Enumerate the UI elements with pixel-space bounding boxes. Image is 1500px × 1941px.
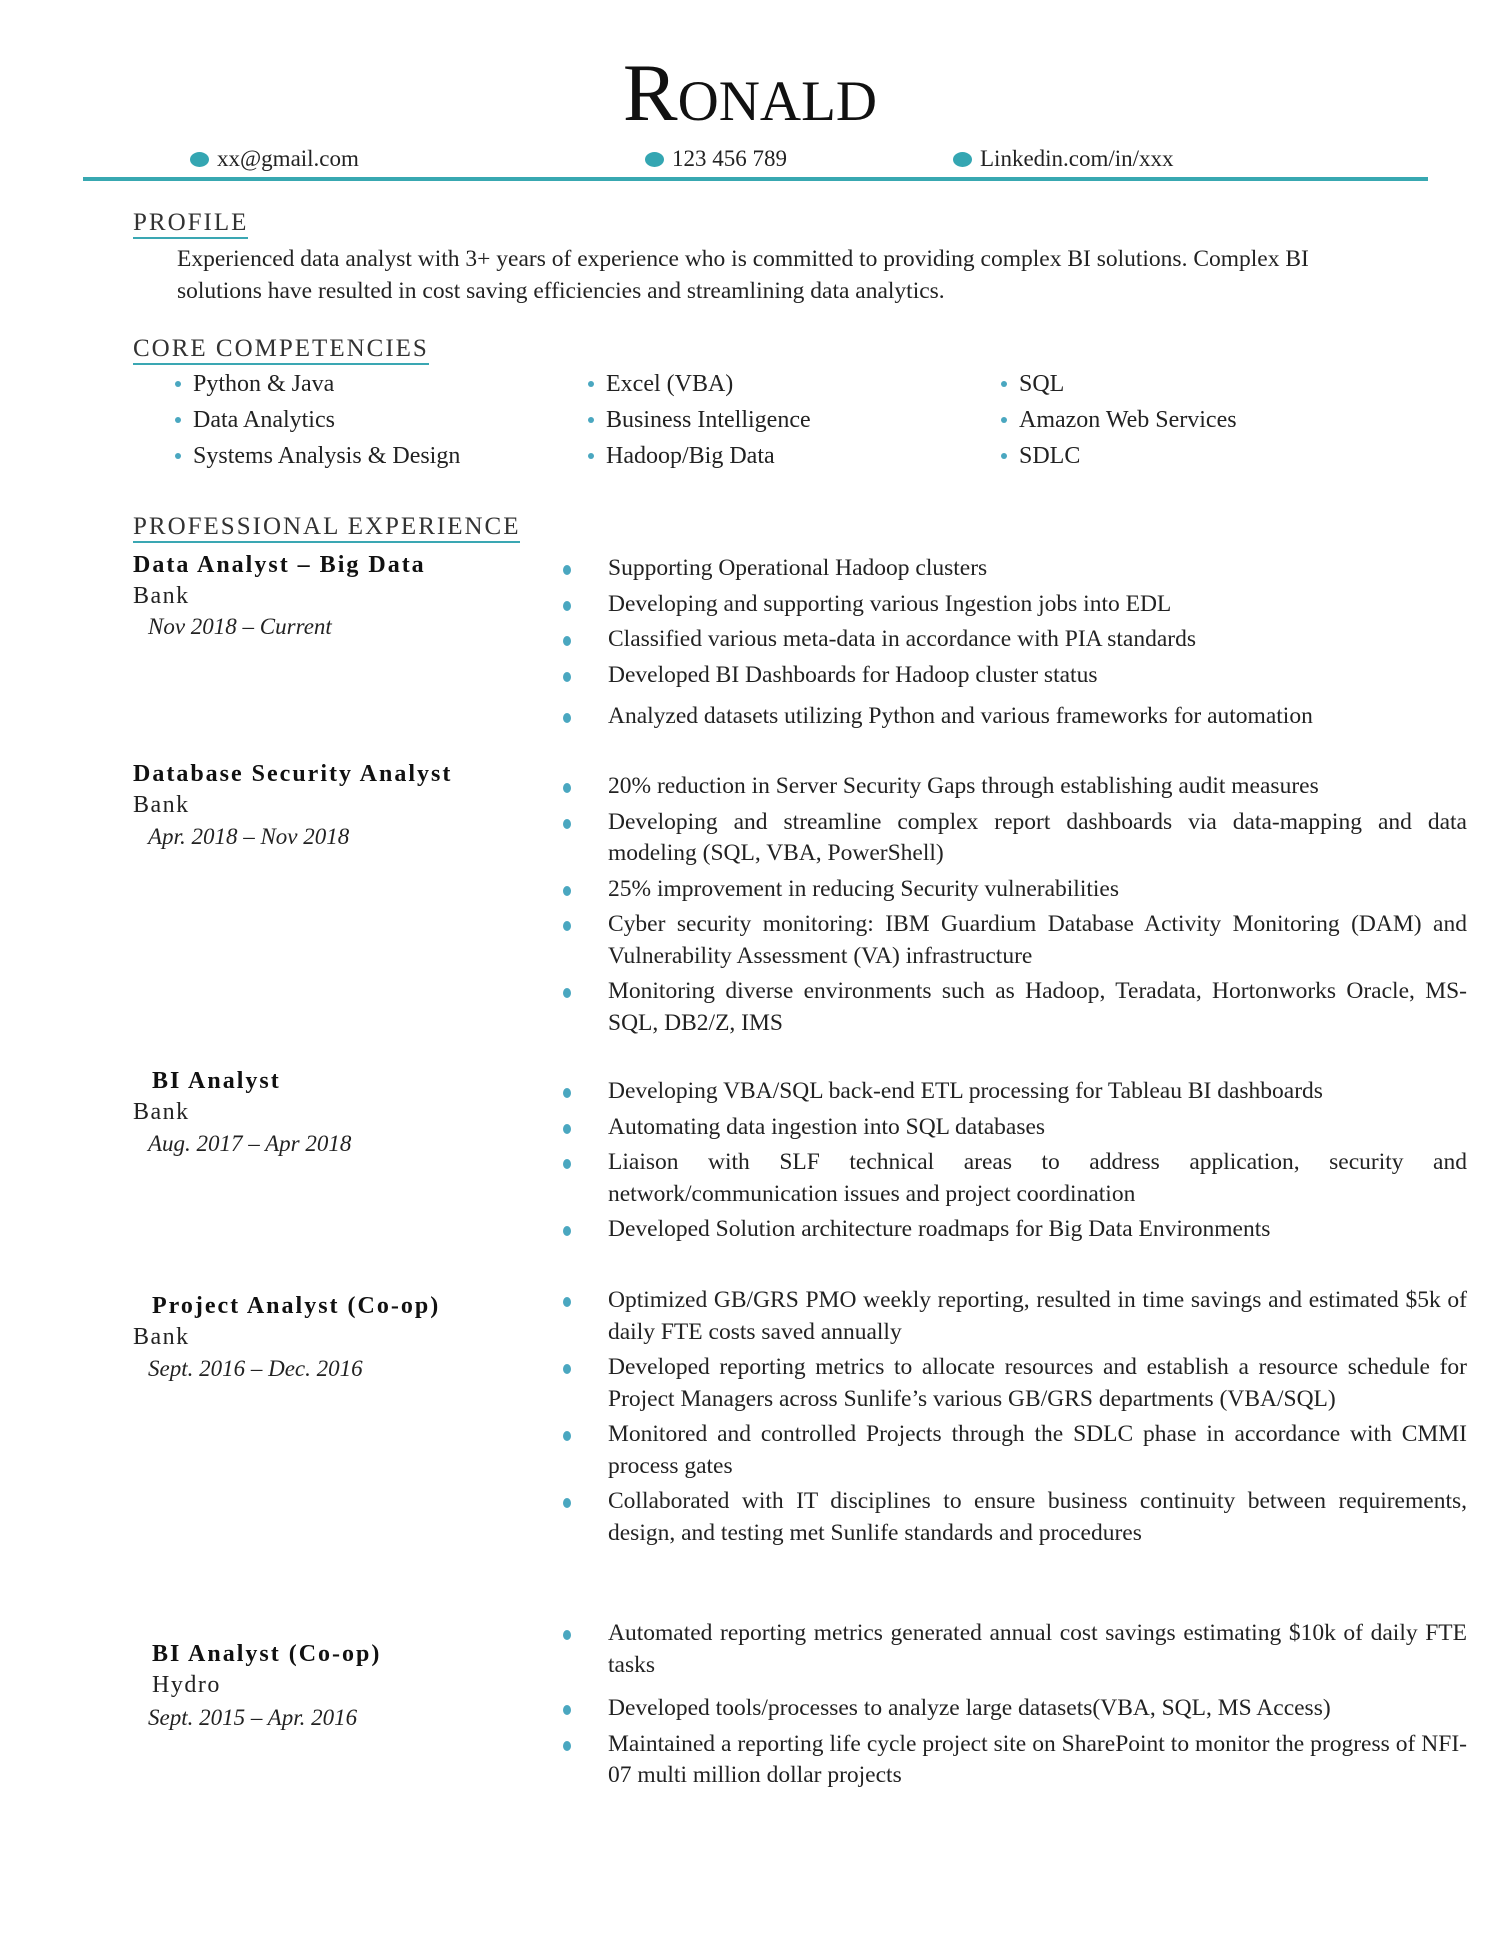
- profile-heading: PROFILE: [133, 210, 248, 239]
- competency-item: Data Analytics: [175, 402, 335, 438]
- competency-item: SDLC: [1001, 438, 1080, 474]
- job-bullets: [563, 1076, 1467, 1250]
- email-text: xx@gmail.com: [217, 146, 359, 171]
- competency-item: Python & Java: [175, 366, 334, 402]
- contact-email: [190, 144, 359, 174]
- bullet-item: Monitored and controlled Projects through the SDLC phase in accordance with CMMI process gates: [563, 1419, 1467, 1482]
- bullet-item: Liaison with SLF technical areas to address application, security and network/communication issues and project coordination: [563, 1147, 1467, 1210]
- bullet-icon: [588, 381, 594, 387]
- bullet-item: Analyzed datasets utilizing Python and various frameworks for automation: [563, 701, 1467, 733]
- contact-linkedin: [953, 144, 1174, 174]
- bullet-icon: [175, 453, 181, 459]
- profile-text: Experienced data analyst with 3+ years of experience who is committed to providing complex BI solutions. Complex BI solutions have resulted in cost saving efficiencies and streamlining data analytics.: [177, 246, 1309, 304]
- bullet-item: Automating data ingestion into SQL databases: [563, 1112, 1467, 1144]
- bullet-icon: [1001, 453, 1007, 459]
- job-title: BI Analyst: [152, 1068, 281, 1094]
- job-company: Bank: [133, 1324, 190, 1350]
- candidate-name: Ronald: [622, 47, 878, 138]
- bullet-icon: [175, 417, 181, 423]
- bullet-item: Collaborated with IT disciplines to ensure business continuity between requirements, design, and testing met Sunlife standards and procedures: [563, 1486, 1467, 1549]
- header-divider: [83, 177, 1428, 181]
- competency-item: Excel (VBA): [588, 366, 733, 402]
- job-company: Bank: [133, 1099, 190, 1125]
- job-bullets: [563, 1618, 1467, 1796]
- job-title: BI Analyst (Co-op): [152, 1641, 382, 1667]
- bullet-item: Developing and streamline complex report dashboards via data-mapping and data modeling (SQL, VBA, PowerShell): [563, 807, 1467, 870]
- bullet-item: 20% reduction in Server Security Gaps through establishing audit measures: [563, 771, 1467, 803]
- experience-heading: PROFESSIONAL EXPERIENCE: [133, 514, 520, 543]
- bullet-icon: [1001, 417, 1007, 423]
- linkedin-text: Linkedin.com/in/xxx: [980, 146, 1174, 171]
- job-dates: Sept. 2015 – Apr. 2016: [148, 1705, 358, 1730]
- job-dates: Apr. 2018 – Nov 2018: [148, 824, 350, 849]
- phone-text: 123 456 789: [672, 146, 787, 171]
- competencies-heading: CORE COMPETENCIES: [133, 336, 429, 365]
- job-company: Bank: [133, 583, 190, 609]
- dot-icon: [645, 152, 664, 167]
- bullet-item: Maintained a reporting life cycle project site on SharePoint to monitor the progress of NFI-07 multi million dollar projects: [563, 1729, 1467, 1792]
- bullet-item: Developed reporting metrics to allocate resources and establish a resource schedule for Project Managers across Sunlife’s various GB/GRS departments (VBA/SQL): [563, 1352, 1467, 1415]
- bullet-item: Developed tools/processes to analyze large datasets(VBA, SQL, MS Access): [563, 1693, 1467, 1725]
- bullet-item: Automated reporting metrics generated annual cost savings estimating $10k of daily FTE tasks: [563, 1618, 1467, 1681]
- bullet-item: Developing VBA/SQL back-end ETL processing for Tableau BI dashboards: [563, 1076, 1467, 1108]
- bullet-icon: [588, 417, 594, 423]
- competency-item: Business Intelligence: [588, 402, 811, 438]
- competency-item: Hadoop/Big Data: [588, 438, 775, 474]
- job-bullets: [563, 771, 1467, 1043]
- bullet-icon: [1001, 381, 1007, 387]
- job-company: Bank: [133, 792, 190, 818]
- job-dates: Nov 2018 – Current: [148, 614, 332, 639]
- bullet-icon: [175, 381, 181, 387]
- job-title: Project Analyst (Co-op): [152, 1293, 441, 1319]
- dot-icon: [190, 152, 209, 167]
- competency-item: SQL: [1001, 366, 1064, 402]
- job-title: Database Security Analyst: [133, 761, 453, 787]
- job-bullets: [563, 553, 1467, 737]
- job-bullets: [563, 1285, 1467, 1553]
- bullet-item: Developed Solution architecture roadmaps for Big Data Environments: [563, 1214, 1467, 1246]
- bullet-item: 25% improvement in reducing Security vulnerabilities: [563, 874, 1467, 906]
- bullet-item: Developing and supporting various Ingestion jobs into EDL: [563, 589, 1467, 621]
- job-dates: Aug. 2017 – Apr 2018: [148, 1131, 352, 1156]
- job-title: Data Analyst – Big Data: [133, 552, 426, 578]
- competency-item: Amazon Web Services: [1001, 402, 1237, 438]
- bullet-item: Cyber security monitoring: IBM Guardium Database Activity Monitoring (DAM) and Vulnerability Assessment (VA) infrastructure: [563, 909, 1467, 972]
- job-dates: Sept. 2016 – Dec. 2016: [148, 1356, 363, 1381]
- bullet-item: Supporting Operational Hadoop clusters: [563, 553, 1467, 585]
- job-company: Hydro: [152, 1672, 221, 1698]
- bullet-item: Monitoring diverse environments such as Hadoop, Teradata, Hortonworks Oracle, MS-SQL, DB2/Z, IMS: [563, 976, 1467, 1039]
- competency-item: Systems Analysis & Design: [175, 438, 460, 474]
- dot-icon: [953, 152, 972, 167]
- bullet-item: Optimized GB/GRS PMO weekly reporting, resulted in time savings and estimated $5k of daily FTE costs saved annually: [563, 1285, 1467, 1348]
- bullet-item: Developed BI Dashboards for Hadoop cluster status: [563, 660, 1467, 692]
- bullet-icon: [588, 453, 594, 459]
- bullet-item: Classified various meta-data in accordance with PIA standards: [563, 624, 1467, 656]
- contact-phone: [645, 144, 787, 174]
